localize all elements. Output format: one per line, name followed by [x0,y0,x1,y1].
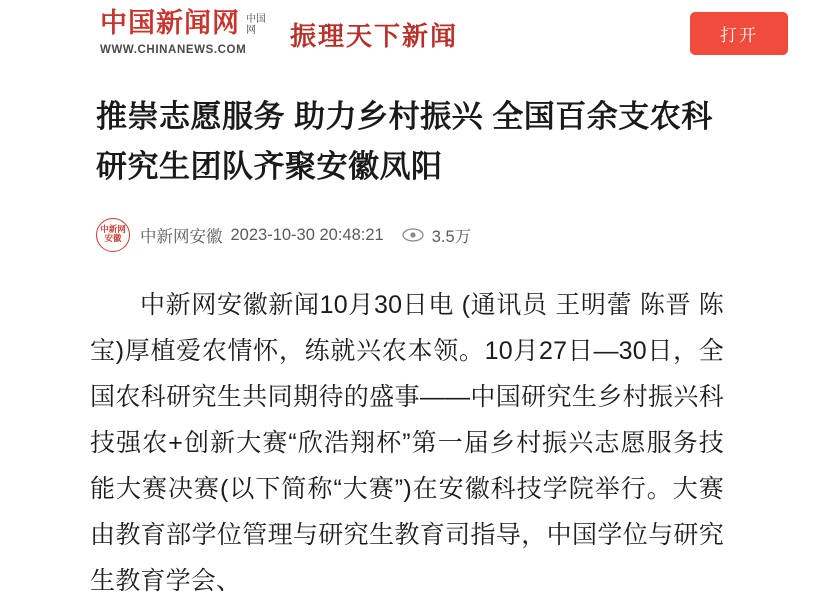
avatar-line-2: 安徽 [104,234,122,244]
view-count: 3.5万 [431,228,472,246]
article-meta [96,218,718,252]
logo-subtext: 中国网 [246,13,266,36]
avatar-line-1: 中新网 [100,224,126,235]
site-header [0,0,814,60]
avatar [96,218,130,252]
article-paragraph: 中新网安徽新闻10月30日电 (通讯员 王明蕾 陈晋 陈宝)厚植爱农情怀，练就兴农本领。10月27日—30日，全国农科研究生共同期待的盛事——中国研究生乡村振兴科技强农+创新大赛“欣浩翔杯”第一届乡村振兴志愿服务技能大赛决赛(以下简称“大赛”)在安徽科技学院举行。大赛由教育部学位管理与研究生教育司指导，中国学位与研究生教育学会、 [90,291,724,595]
eye-icon [402,228,424,242]
article-body [90,282,724,604]
open-app-button[interactable]: 打开 [690,12,788,55]
article-timestamp: 2023-10-30 20:48:21 [230,225,384,244]
site-slogan: 振理天下新闻 [290,22,459,52]
article-source: 中新网安徽 [140,228,223,246]
logo-row [100,10,268,37]
site-logo[interactable] [100,10,268,56]
logo-text: 中国新闻网 [100,8,240,39]
site-url: WWW.CHINANEWS.COM [100,44,247,56]
page-title: 推崇志愿服务 助力乡村振兴 全国百余支农科研究生团队齐聚安徽凤阳 [96,99,713,184]
